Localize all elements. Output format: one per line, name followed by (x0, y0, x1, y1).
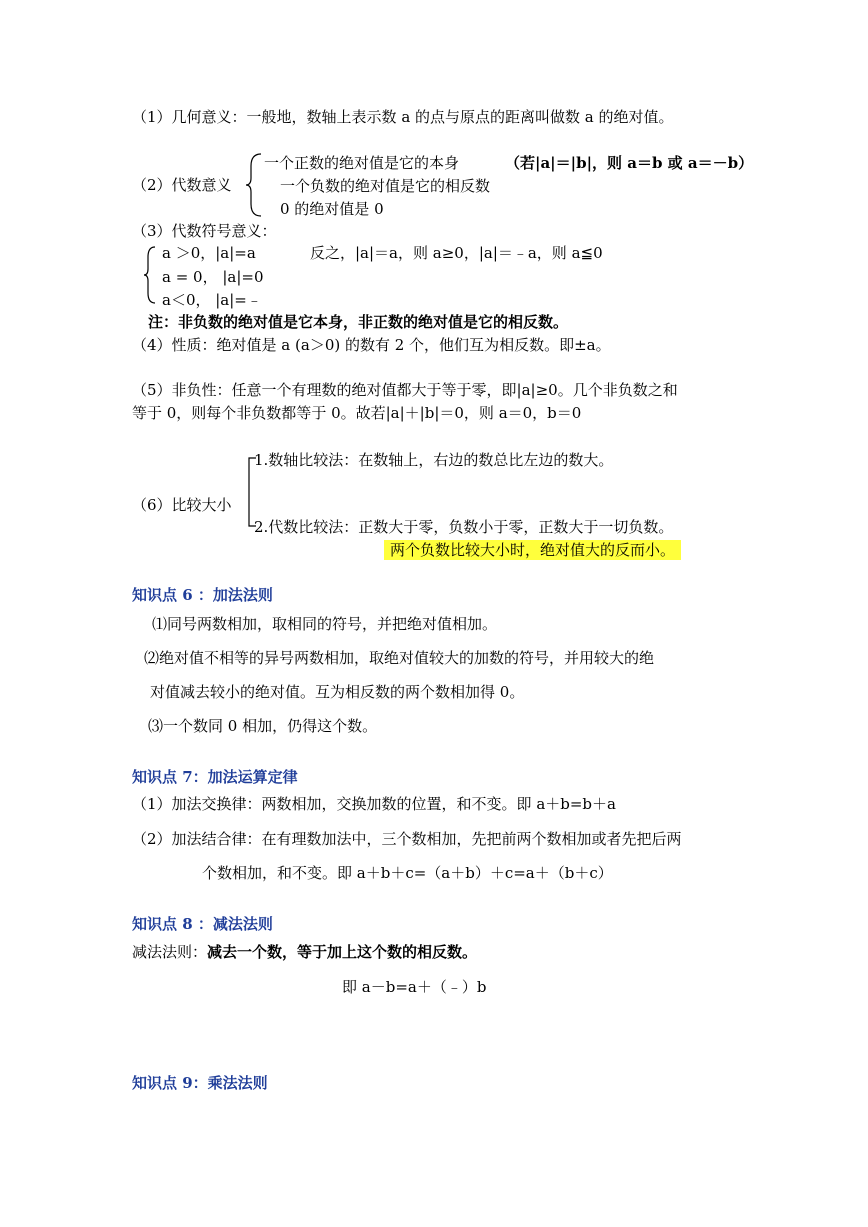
compare-highlight: 两个负数比较大小时，绝对值大的反而小。 (384, 540, 681, 560)
k7-title: 知识点 7：加法运算定律 (132, 768, 298, 786)
item-property: （4）性质：绝对值是 a (a＞0) 的数有 2 个，他们互为相反数。即±a。 (132, 336, 611, 354)
item-non-negativity-line1: （5）非负性：任意一个有理数的绝对值都大于等于零，即|a|≥0。几个非负数之和 (132, 381, 678, 399)
algebraic-rule-negative: 一个负数的绝对值是它的相反数 (280, 177, 491, 195)
compare-method-number-line: 1.数轴比较法：在数轴上，右边的数总比左边的数大。 (254, 451, 614, 469)
k7-associative-line2: 个数相加，和不变。即 a＋b＋c=（a＋b）＋c=a＋（b＋c） (202, 864, 613, 882)
symbol-note: 注：非负数的绝对值是它本身，非正数的绝对值是它的相反数。 (148, 313, 569, 331)
compare-method-algebraic: 2.代数比较法：正数大于零，负数小于零，正数大于一切负数。 (254, 518, 674, 536)
brace-icon (245, 152, 263, 218)
k6-rule-1: ⑴同号两数相加，取相同的符号，并把绝对值相加。 (152, 615, 498, 633)
symbol-case-zero: a = 0， |a|=0 (162, 268, 264, 286)
k8-title: 知识点 8 ：减法法则 (132, 915, 273, 933)
k6-rule-3: ⑶一个数同 0 相加，仍得这个数。 (148, 717, 378, 735)
item-non-negativity-line2: 等于 0，则每个非负数都等于 0。故若|a|＋|b|＝0，则 a＝0，b＝0 (132, 404, 582, 422)
k8-formula: 即 a－b=a＋（﹣）b (342, 978, 487, 996)
k6-title: 知识点 6 ：加法法则 (132, 586, 273, 604)
k9-title: 知识点 9：乘法法则 (132, 1074, 268, 1092)
algebraic-rule-zero: 0 的绝对值是 0 (280, 200, 384, 218)
item-compare-label: （6）比较大小 (132, 496, 232, 514)
k6-rule-2-line1: ⑵绝对值不相等的异号两数相加，取绝对值较大的加数的符号，并用较大的绝 (144, 649, 655, 667)
item-symbol-meaning-label: （3）代数符号意义： (132, 222, 277, 240)
symbol-case-negative: a＜0， |a|=﹣ (162, 291, 262, 309)
brace-icon (143, 245, 157, 305)
k8-rule: 减法法则：减去一个数，等于加上这个数的相反数。 (132, 943, 478, 961)
k6-rule-2-line2: 对值减去较小的绝对值。互为相反数的两个数相加得 0。 (150, 683, 525, 701)
algebraic-rule-note: （若|a|＝|b|，则 a＝b 或 a＝－b） (505, 154, 754, 172)
k7-associative-line1: （2）加法结合律：在有理数加法中，三个数相加，先把前两个数相加或者先把后两 (132, 830, 682, 848)
symbol-case-converse: 反之，|a|＝a，则 a≥0，|a|＝﹣a，则 a≦0 (310, 244, 603, 262)
item-geometric-meaning: （1）几何意义：一般地，数轴上表示数 a 的点与原点的距离叫做数 a 的绝对值。 (132, 108, 674, 126)
symbol-case-positive: a ＞0，|a|=a (162, 244, 256, 262)
item-algebraic-meaning-label: （2）代数意义 (132, 176, 232, 194)
algebraic-rule-positive: 一个正数的绝对值是它的本身 (264, 154, 460, 172)
k7-commutative: （1）加法交换律：两数相加，交换加数的位置，和不变。即 a＋b=b＋a (132, 795, 616, 813)
